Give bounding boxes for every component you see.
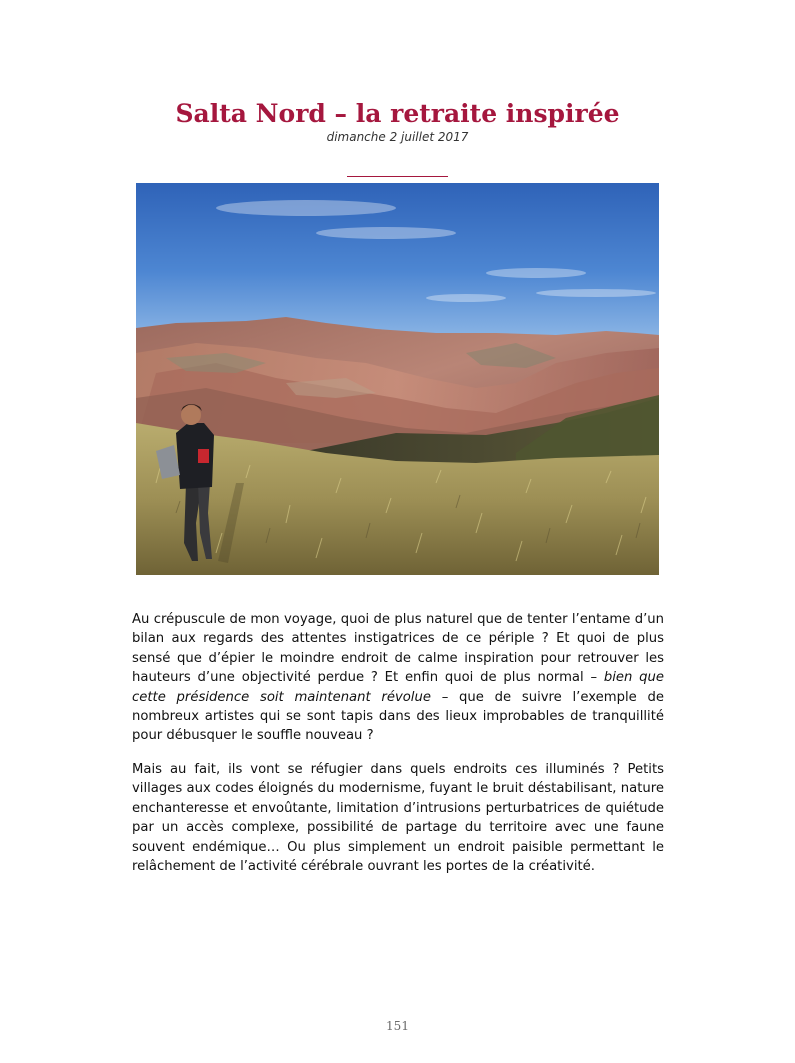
page-number: 151 [386, 1019, 409, 1033]
paragraph-1-text-end: – que de suivre l’exemple de nombreux artistes qui se sont tapis dans des lieux improbables de tranquillité pour débusquer le souffle nouveau ? [132, 689, 664, 744]
body-paragraph-2: Mais au fait, ils vont se réfugier dans quels endroits ces illuminés ? Petits villages aux codes éloignés du modernisme, fuyant le bruit déstabilisant, nature enchanteresse et envoûtante, limitation d’intrusions perturbatrices de quiétude par un accès complexe, possibilité de partage du territoire avec une faune souvent endémique… Ou plus simplement un endroit paisible permettant le relâchement de l’activité cérébrale ouvrant les portes de la créativité. [132, 762, 664, 875]
paragraph-1-text: Au crépuscule de mon voyage, quoi de plus naturel que de tenter l’entame d’un bilan aux regards des attentes instigatrices de ce périple ? Et quoi de plus sensé que d’épier le moindre endroit de calme inspiration pour retrouver les hauteurs d’une objectivité perdue ? Et enfin quoi de plus normal – [132, 612, 664, 686]
sky [136, 183, 659, 343]
landscape-photo [136, 183, 659, 575]
body-paragraph-1 [132, 610, 664, 746]
article-photo [136, 183, 659, 575]
paragraph-1-italic: bien que cette présidence soit maintenant révolue [132, 670, 665, 705]
title-separator [347, 176, 448, 177]
article-date: dimanche 2 juillet 2017 [326, 130, 469, 144]
page-title: Salta Nord – la retraite inspirée [175, 99, 620, 128]
